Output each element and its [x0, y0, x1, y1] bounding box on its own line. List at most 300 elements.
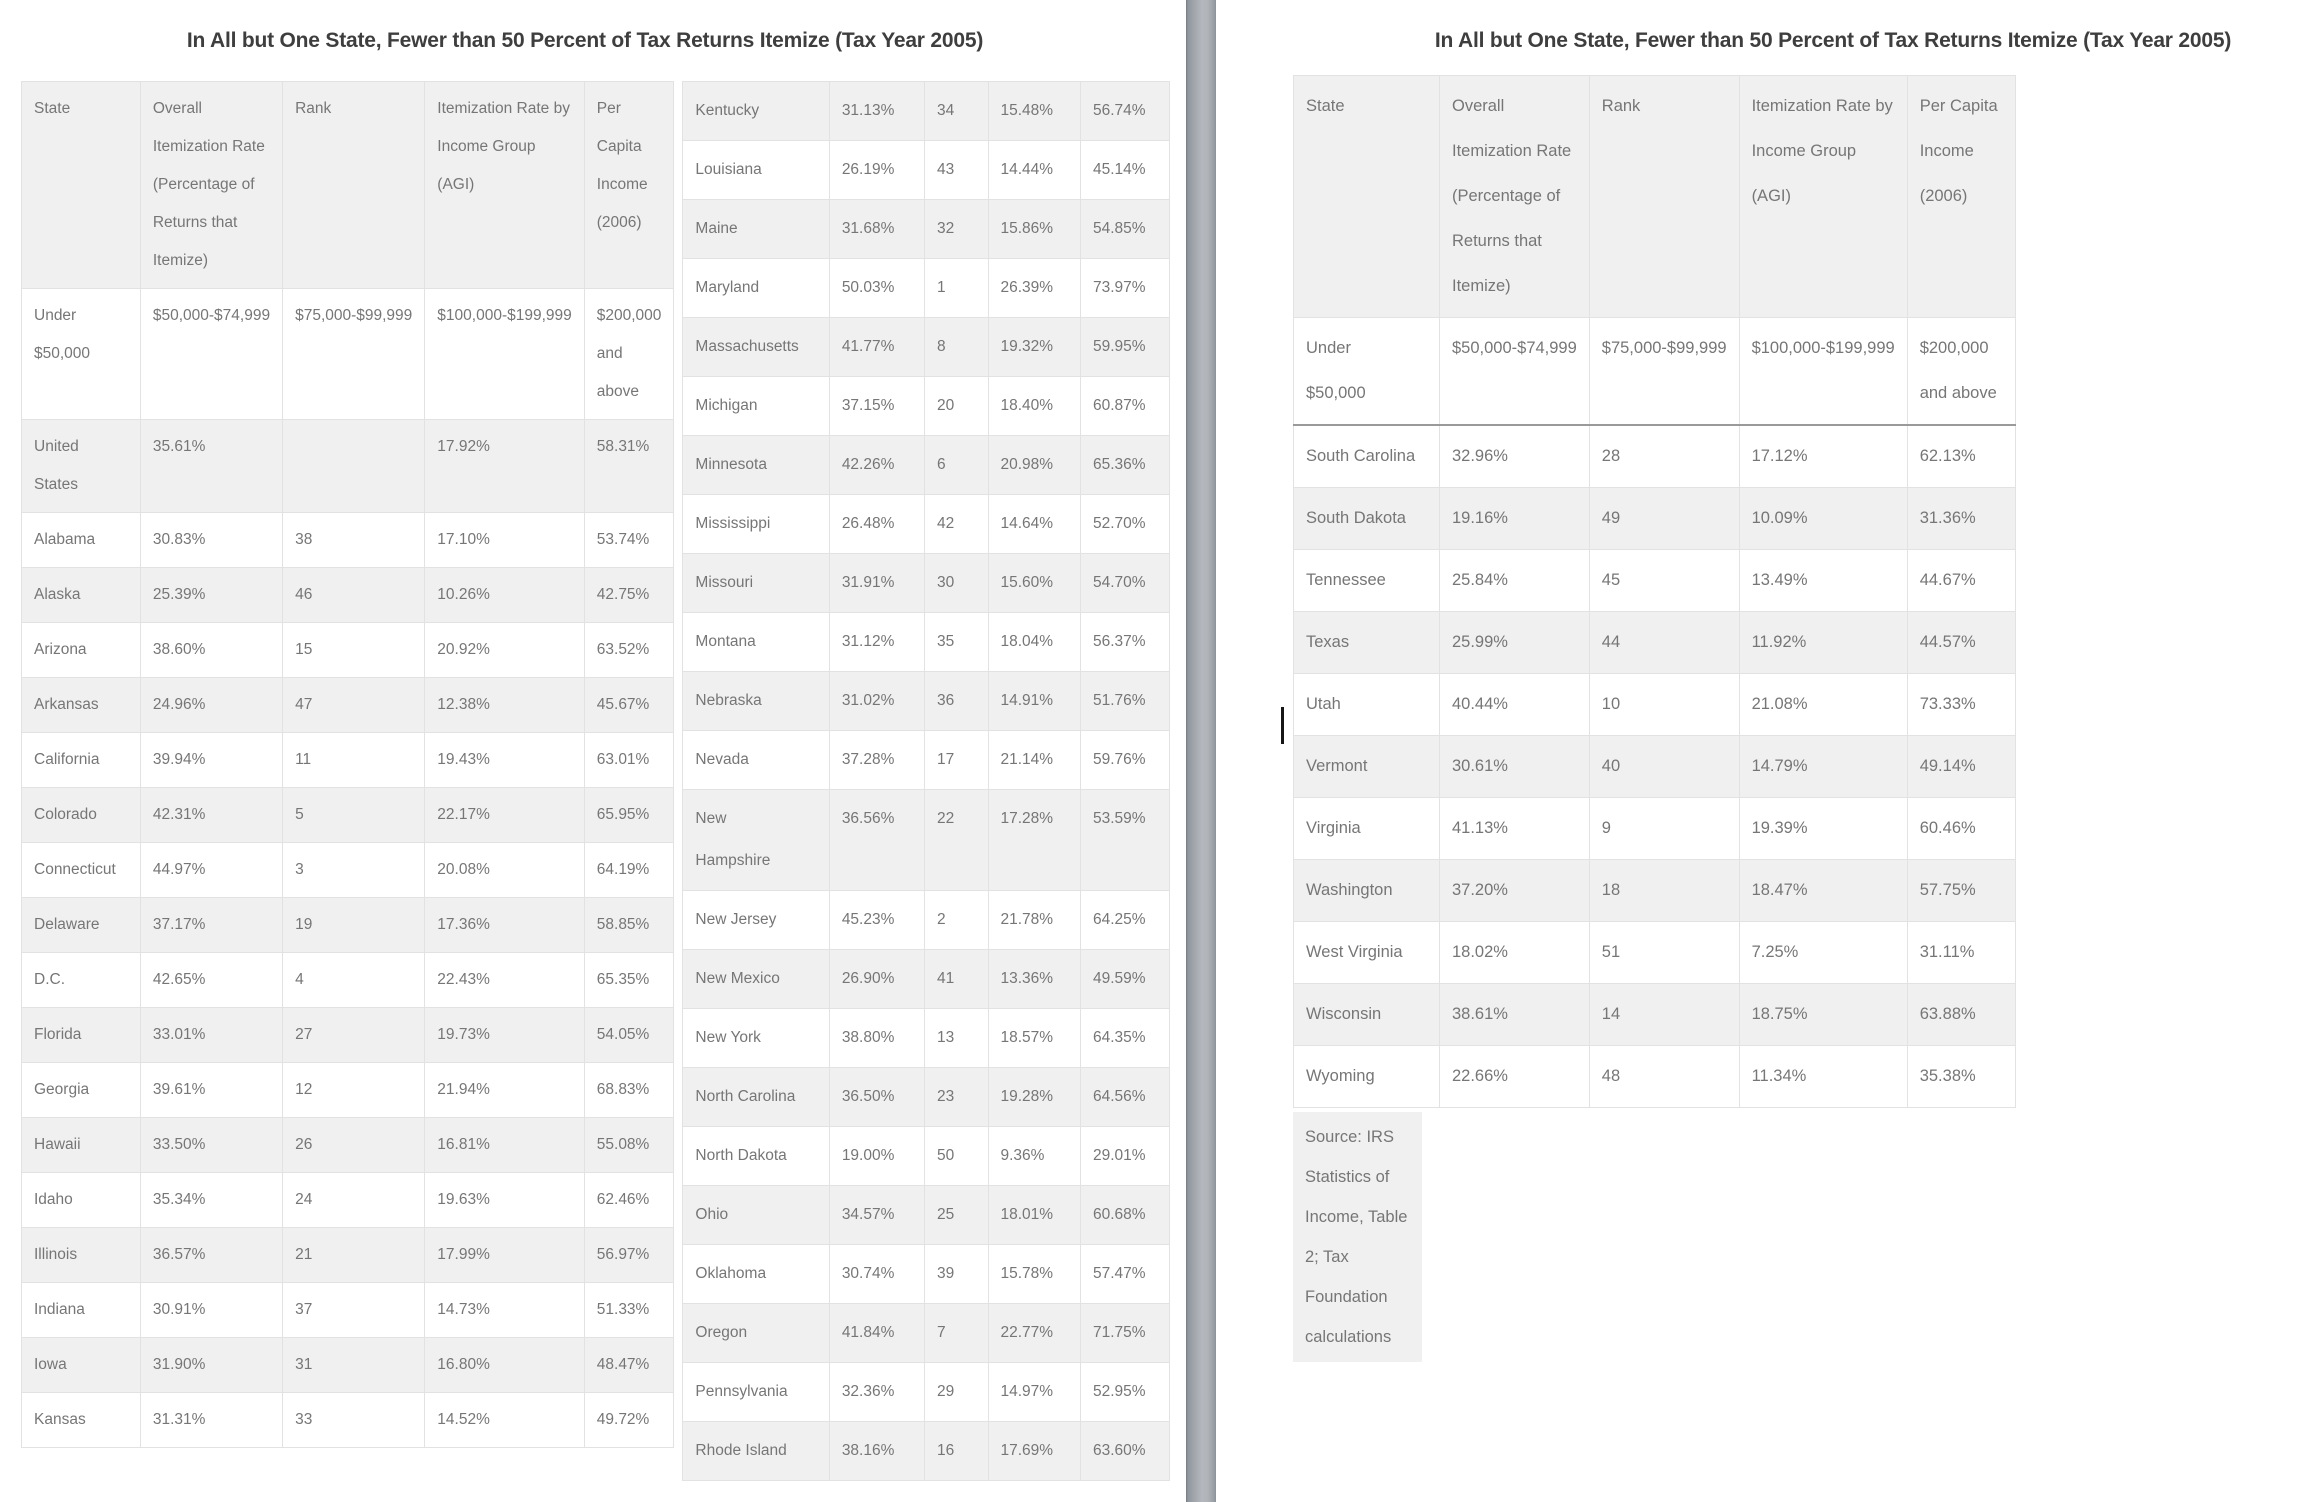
cell-state: Missouri — [683, 554, 829, 613]
cell-rank: 2 — [925, 891, 988, 950]
cell-per-capita: 54.70% — [1080, 554, 1169, 613]
cell-rank: 6 — [925, 436, 988, 495]
column-header: Itemization Rate by Income Group (AGI) — [1739, 76, 1907, 318]
cell-overall-rate: 30.91% — [140, 1283, 282, 1338]
cell-per-capita: 45.14% — [1080, 141, 1169, 200]
cell-overall-rate: 31.31% — [140, 1393, 282, 1448]
cell-income-group-rate: 22.17% — [425, 788, 584, 843]
cell-overall-rate: 38.80% — [829, 1009, 924, 1068]
table-row — [22, 1338, 674, 1393]
column-header: Overall Itemization Rate (Percentage of Returns that Itemize) — [140, 82, 282, 289]
cell-overall-rate: 31.68% — [829, 200, 924, 259]
cell-income-group-rate: 21.14% — [988, 731, 1080, 790]
cell-state: Wisconsin — [1294, 984, 1440, 1046]
cell-state: Illinois — [22, 1228, 141, 1283]
cell-overall-rate: 37.28% — [829, 731, 924, 790]
table-row — [22, 1393, 674, 1448]
cell-income-group-rate: 17.28% — [988, 790, 1080, 891]
table-row — [683, 259, 1170, 318]
table-row — [683, 1245, 1170, 1304]
table-row — [22, 568, 674, 623]
cell-per-capita: 56.37% — [1080, 613, 1169, 672]
cell-rank: 44 — [1589, 612, 1739, 674]
cell-income-group-rate: 14.73% — [425, 1283, 584, 1338]
cell-per-capita: 64.19% — [584, 843, 674, 898]
page-1 — [0, 0, 1170, 1481]
cell-state: Michigan — [683, 377, 829, 436]
cell-overall-rate: 40.44% — [1440, 674, 1590, 736]
income-group-header: $100,000-$199,999 — [425, 289, 584, 420]
table-header — [1294, 76, 2016, 426]
cell-per-capita: 59.95% — [1080, 318, 1169, 377]
cell-state: Utah — [1294, 674, 1440, 736]
table-row — [683, 436, 1170, 495]
cell-income-group-rate: 19.43% — [425, 733, 584, 788]
cell-income-group-rate: 20.08% — [425, 843, 584, 898]
cell-overall-rate: 25.84% — [1440, 550, 1590, 612]
table-row — [22, 1063, 674, 1118]
cell-overall-rate: 38.16% — [829, 1422, 924, 1481]
table-row — [683, 950, 1170, 1009]
table-row — [1294, 984, 2016, 1046]
table-row — [683, 1186, 1170, 1245]
cell-rank: 25 — [925, 1186, 988, 1245]
cell-rank: 9 — [1589, 798, 1739, 860]
cell-rank: 18 — [1589, 860, 1739, 922]
cell-per-capita: 64.25% — [1080, 891, 1169, 950]
table-row — [1294, 860, 2016, 922]
income-group-header: $75,000-$99,999 — [1589, 318, 1739, 426]
cell-per-capita: 31.36% — [1907, 488, 2015, 550]
cell-rank: 36 — [925, 672, 988, 731]
cell-rank: 14 — [1589, 984, 1739, 1046]
cell-income-group-rate: 14.79% — [1739, 736, 1907, 798]
cell-state: New Hampshire — [683, 790, 829, 891]
cell-rank: 4 — [283, 953, 425, 1008]
cell-per-capita: 44.67% — [1907, 550, 2015, 612]
table-row — [683, 1304, 1170, 1363]
table-row — [1294, 612, 2016, 674]
cell-rank: 41 — [925, 950, 988, 1009]
cell-rank: 16 — [925, 1422, 988, 1481]
cell-state: Indiana — [22, 1283, 141, 1338]
table-row — [22, 1173, 674, 1228]
table-row — [1294, 922, 2016, 984]
cell-per-capita: 58.85% — [584, 898, 674, 953]
cell-income-group-rate: 22.43% — [425, 953, 584, 1008]
cell-state: Massachusetts — [683, 318, 829, 377]
cell-state: South Carolina — [1294, 425, 1440, 488]
cell-state: Ohio — [683, 1186, 829, 1245]
cell-per-capita: 63.60% — [1080, 1422, 1169, 1481]
table-row — [1294, 736, 2016, 798]
cell-overall-rate: 35.34% — [140, 1173, 282, 1228]
cell-income-group-rate: 11.92% — [1739, 612, 1907, 674]
cell-per-capita: 73.33% — [1907, 674, 2015, 736]
cell-overall-rate: 37.15% — [829, 377, 924, 436]
cell-income-group-rate: 19.32% — [988, 318, 1080, 377]
cell-rank: 26 — [283, 1118, 425, 1173]
cell-overall-rate: 31.13% — [829, 82, 924, 141]
cell-income-group-rate: 18.75% — [1739, 984, 1907, 1046]
cell-state: United States — [22, 420, 141, 513]
cell-state: Oklahoma — [683, 1245, 829, 1304]
page-title: In All but One State, Fewer than 50 Percent of Tax Returns Itemize (Tax Year 2005) — [186, 29, 984, 52]
cell-income-group-rate: 22.77% — [988, 1304, 1080, 1363]
cell-state: Maryland — [683, 259, 829, 318]
cell-income-group-rate: 13.49% — [1739, 550, 1907, 612]
column-header: Per Capita Income (2006) — [584, 82, 674, 289]
cell-rank: 23 — [925, 1068, 988, 1127]
cell-income-group-rate: 19.73% — [425, 1008, 584, 1063]
cell-per-capita: 64.35% — [1080, 1009, 1169, 1068]
cell-per-capita: 31.11% — [1907, 922, 2015, 984]
cell-state: Maine — [683, 200, 829, 259]
cell-overall-rate: 38.61% — [1440, 984, 1590, 1046]
cell-income-group-rate: 10.09% — [1739, 488, 1907, 550]
cell-state: Arkansas — [22, 678, 141, 733]
cell-income-group-rate: 12.38% — [425, 678, 584, 733]
cell-income-group-rate: 19.28% — [988, 1068, 1080, 1127]
cell-per-capita: 62.13% — [1907, 425, 2015, 488]
cell-rank: 5 — [283, 788, 425, 843]
cell-overall-rate: 30.83% — [140, 513, 282, 568]
cell-per-capita: 54.85% — [1080, 200, 1169, 259]
income-group-header: $200,000 and above — [584, 289, 674, 420]
cell-per-capita: 65.95% — [584, 788, 674, 843]
cell-rank: 22 — [925, 790, 988, 891]
cell-rank: 12 — [283, 1063, 425, 1118]
table-row — [1294, 425, 2016, 488]
cell-state: Alabama — [22, 513, 141, 568]
cell-state: California — [22, 733, 141, 788]
table-row — [683, 1422, 1170, 1481]
cell-income-group-rate: 18.57% — [988, 1009, 1080, 1068]
cell-income-group-rate: 14.97% — [988, 1363, 1080, 1422]
table-row — [22, 420, 674, 513]
table-row — [683, 554, 1170, 613]
cell-rank: 13 — [925, 1009, 988, 1068]
column-header: Per Capita Income (2006) — [1907, 76, 2015, 318]
cell-overall-rate: 30.74% — [829, 1245, 924, 1304]
cell-overall-rate: 39.61% — [140, 1063, 282, 1118]
cell-state: Delaware — [22, 898, 141, 953]
cell-income-group-rate: 14.64% — [988, 495, 1080, 554]
cell-income-group-rate: 15.48% — [988, 82, 1080, 141]
cell-per-capita: 45.67% — [584, 678, 674, 733]
cell-state: New York — [683, 1009, 829, 1068]
income-group-header: $75,000-$99,999 — [283, 289, 425, 420]
cell-overall-rate: 41.84% — [829, 1304, 924, 1363]
cell-income-group-rate: 26.39% — [988, 259, 1080, 318]
cell-income-group-rate: 16.80% — [425, 1338, 584, 1393]
cell-overall-rate: 44.97% — [140, 843, 282, 898]
income-group-header: Under $50,000 — [1294, 318, 1440, 426]
cell-overall-rate: 32.96% — [1440, 425, 1590, 488]
cell-income-group-rate: 15.78% — [988, 1245, 1080, 1304]
cell-rank: 31 — [283, 1338, 425, 1393]
cell-per-capita: 65.35% — [584, 953, 674, 1008]
cell-rank: 10 — [1589, 674, 1739, 736]
cell-state: Iowa — [22, 1338, 141, 1393]
table-row — [683, 82, 1170, 141]
cell-state: Wyoming — [1294, 1046, 1440, 1108]
cell-overall-rate: 33.50% — [140, 1118, 282, 1173]
itemization-table-page2 — [1293, 75, 2016, 1108]
column-header: Rank — [1589, 76, 1739, 318]
cell-state: Vermont — [1294, 736, 1440, 798]
cell-per-capita: 60.87% — [1080, 377, 1169, 436]
cell-income-group-rate: 14.52% — [425, 1393, 584, 1448]
cell-state: Connecticut — [22, 843, 141, 898]
cell-state: North Carolina — [683, 1068, 829, 1127]
cell-income-group-rate: 11.34% — [1739, 1046, 1907, 1108]
cell-overall-rate: 19.00% — [829, 1127, 924, 1186]
table-row — [22, 513, 674, 568]
table-row — [683, 1009, 1170, 1068]
table-row — [22, 843, 674, 898]
cell-income-group-rate: 17.36% — [425, 898, 584, 953]
cell-rank: 46 — [283, 568, 425, 623]
cell-per-capita: 49.59% — [1080, 950, 1169, 1009]
cell-overall-rate: 37.20% — [1440, 860, 1590, 922]
cell-state: North Dakota — [683, 1127, 829, 1186]
cell-overall-rate: 34.57% — [829, 1186, 924, 1245]
cell-overall-rate: 42.31% — [140, 788, 282, 843]
cell-state: Georgia — [22, 1063, 141, 1118]
cell-state: Rhode Island — [683, 1422, 829, 1481]
cell-per-capita: 56.97% — [584, 1228, 674, 1283]
cell-income-group-rate: 10.26% — [425, 568, 584, 623]
cell-state: Florida — [22, 1008, 141, 1063]
cell-income-group-rate: 19.63% — [425, 1173, 584, 1228]
cell-overall-rate: 42.65% — [140, 953, 282, 1008]
table-row — [683, 672, 1170, 731]
page-title: In All but One State, Fewer than 50 Percent of Tax Returns Itemize (Tax Year 2005) — [1434, 29, 2232, 52]
income-group-header: $50,000-$74,999 — [140, 289, 282, 420]
cell-per-capita: 42.75% — [584, 568, 674, 623]
cell-income-group-rate: 14.91% — [988, 672, 1080, 731]
cell-per-capita: 65.36% — [1080, 436, 1169, 495]
cell-state: New Mexico — [683, 950, 829, 1009]
cell-state: D.C. — [22, 953, 141, 1008]
cell-rank: 17 — [925, 731, 988, 790]
cell-state: Washington — [1294, 860, 1440, 922]
table-row — [22, 788, 674, 843]
table-row — [22, 1118, 674, 1173]
cell-overall-rate: 45.23% — [829, 891, 924, 950]
split-divider[interactable] — [1186, 0, 1216, 1502]
cell-per-capita: 71.75% — [1080, 1304, 1169, 1363]
cell-overall-rate: 41.13% — [1440, 798, 1590, 860]
table-row — [1294, 550, 2016, 612]
column-header: Itemization Rate by Income Group (AGI) — [425, 82, 584, 289]
cell-per-capita: 55.08% — [584, 1118, 674, 1173]
cell-rank: 3 — [283, 843, 425, 898]
cell-per-capita: 29.01% — [1080, 1127, 1169, 1186]
cell-state: Virginia — [1294, 798, 1440, 860]
cell-income-group-rate: 13.36% — [988, 950, 1080, 1009]
income-group-row — [22, 289, 674, 420]
cell-state: Kansas — [22, 1393, 141, 1448]
cell-rank: 24 — [283, 1173, 425, 1228]
cell-state: Mississippi — [683, 495, 829, 554]
cell-per-capita: 48.47% — [584, 1338, 674, 1393]
cell-income-group-rate: 17.99% — [425, 1228, 584, 1283]
cell-per-capita: 62.46% — [584, 1173, 674, 1228]
cell-state: West Virginia — [1294, 922, 1440, 984]
cell-per-capita: 63.52% — [584, 623, 674, 678]
cell-overall-rate: 26.48% — [829, 495, 924, 554]
cell-per-capita: 51.33% — [584, 1283, 674, 1338]
cell-rank: 29 — [925, 1363, 988, 1422]
cell-per-capita: 53.59% — [1080, 790, 1169, 891]
cell-rank: 33 — [283, 1393, 425, 1448]
cell-overall-rate: 42.26% — [829, 436, 924, 495]
table-columns-row — [21, 81, 1170, 1481]
table-row — [22, 898, 674, 953]
table-row — [683, 613, 1170, 672]
table-row — [1294, 488, 2016, 550]
table-row — [683, 891, 1170, 950]
cell-rank: 32 — [925, 200, 988, 259]
cell-per-capita: 52.70% — [1080, 495, 1169, 554]
cell-per-capita: 60.46% — [1907, 798, 2015, 860]
cell-state: Pennsylvania — [683, 1363, 829, 1422]
cell-overall-rate: 26.19% — [829, 141, 924, 200]
cell-overall-rate: 18.02% — [1440, 922, 1590, 984]
income-group-row — [1294, 318, 2016, 426]
table-row — [1294, 674, 2016, 736]
cell-overall-rate: 31.02% — [829, 672, 924, 731]
column-header: Rank — [283, 82, 425, 289]
income-group-header: $200,000 and above — [1907, 318, 2015, 426]
cell-income-group-rate: 20.98% — [988, 436, 1080, 495]
cell-overall-rate: 26.90% — [829, 950, 924, 1009]
cell-income-group-rate: 20.92% — [425, 623, 584, 678]
cell-income-group-rate: 9.36% — [988, 1127, 1080, 1186]
itemization-table-page1-col2 — [682, 81, 1170, 1481]
table-row — [683, 141, 1170, 200]
cell-overall-rate: 31.91% — [829, 554, 924, 613]
cell-per-capita: 54.05% — [584, 1008, 674, 1063]
cell-per-capita: 60.68% — [1080, 1186, 1169, 1245]
cell-per-capita: 63.01% — [584, 733, 674, 788]
cell-overall-rate: 33.01% — [140, 1008, 282, 1063]
cell-overall-rate: 30.61% — [1440, 736, 1590, 798]
table-row — [22, 678, 674, 733]
cell-rank: 11 — [283, 733, 425, 788]
cell-rank: 19 — [283, 898, 425, 953]
cell-rank: 37 — [283, 1283, 425, 1338]
cell-per-capita: 56.74% — [1080, 82, 1169, 141]
cell-overall-rate: 36.50% — [829, 1068, 924, 1127]
cell-overall-rate: 36.57% — [140, 1228, 282, 1283]
cell-per-capita: 53.74% — [584, 513, 674, 568]
cell-income-group-rate: 18.47% — [1739, 860, 1907, 922]
cell-rank: 21 — [283, 1228, 425, 1283]
cell-state: South Dakota — [1294, 488, 1440, 550]
cell-overall-rate: 24.96% — [140, 678, 282, 733]
table-row — [683, 377, 1170, 436]
itemization-table-page1-col1 — [21, 81, 674, 1448]
cell-state: Kentucky — [683, 82, 829, 141]
cell-rank: 28 — [1589, 425, 1739, 488]
income-group-header: Under $50,000 — [22, 289, 141, 420]
cell-rank: 49 — [1589, 488, 1739, 550]
cell-state: Alaska — [22, 568, 141, 623]
table-row — [683, 1363, 1170, 1422]
cell-rank: 39 — [925, 1245, 988, 1304]
cell-state: Nebraska — [683, 672, 829, 731]
cell-income-group-rate: 15.60% — [988, 554, 1080, 613]
cell-per-capita: 35.38% — [1907, 1046, 2015, 1108]
cell-overall-rate: 32.36% — [829, 1363, 924, 1422]
cell-per-capita: 52.95% — [1080, 1363, 1169, 1422]
table-row — [683, 318, 1170, 377]
table-header — [22, 82, 674, 420]
table-row — [683, 731, 1170, 790]
cell-state: Tennessee — [1294, 550, 1440, 612]
income-group-header: $50,000-$74,999 — [1440, 318, 1590, 426]
cell-rank: 30 — [925, 554, 988, 613]
cell-per-capita: 49.14% — [1907, 736, 2015, 798]
cell-rank: 1 — [925, 259, 988, 318]
cell-rank: 35 — [925, 613, 988, 672]
cell-rank: 50 — [925, 1127, 988, 1186]
table-row — [1294, 798, 2016, 860]
cell-per-capita: 44.57% — [1907, 612, 2015, 674]
cell-rank: 38 — [283, 513, 425, 568]
table-row — [683, 790, 1170, 891]
cell-rank: 20 — [925, 377, 988, 436]
cell-overall-rate: 25.39% — [140, 568, 282, 623]
cell-state: Louisiana — [683, 141, 829, 200]
cell-per-capita: 49.72% — [584, 1393, 674, 1448]
table-row — [22, 733, 674, 788]
cell-rank: 15 — [283, 623, 425, 678]
cell-overall-rate: 35.61% — [140, 420, 282, 513]
cell-state: Montana — [683, 613, 829, 672]
cell-per-capita: 57.75% — [1907, 860, 2015, 922]
table-row — [683, 1068, 1170, 1127]
table-row — [683, 495, 1170, 554]
cell-rank: 34 — [925, 82, 988, 141]
cell-income-group-rate: 14.44% — [988, 141, 1080, 200]
cell-income-group-rate: 17.12% — [1739, 425, 1907, 488]
cell-overall-rate: 31.12% — [829, 613, 924, 672]
cell-overall-rate: 39.94% — [140, 733, 282, 788]
cell-income-group-rate: 17.69% — [988, 1422, 1080, 1481]
cell-overall-rate: 41.77% — [829, 318, 924, 377]
cell-rank: 42 — [925, 495, 988, 554]
cell-rank: 40 — [1589, 736, 1739, 798]
cell-rank: 27 — [283, 1008, 425, 1063]
cell-rank — [283, 420, 425, 513]
cell-rank: 7 — [925, 1304, 988, 1363]
cell-overall-rate: 36.56% — [829, 790, 924, 891]
cell-income-group-rate: 18.04% — [988, 613, 1080, 672]
cell-state: Nevada — [683, 731, 829, 790]
cell-state: Oregon — [683, 1304, 829, 1363]
cell-income-group-rate: 17.92% — [425, 420, 584, 513]
page-2 — [1283, 0, 2314, 1362]
cell-income-group-rate: 18.40% — [988, 377, 1080, 436]
cell-income-group-rate: 17.10% — [425, 513, 584, 568]
source-note: Source: IRS Statistics of Income, Table 2; Tax Foundation calculations — [1293, 1112, 1422, 1362]
cell-state: Minnesota — [683, 436, 829, 495]
cell-rank: 43 — [925, 141, 988, 200]
